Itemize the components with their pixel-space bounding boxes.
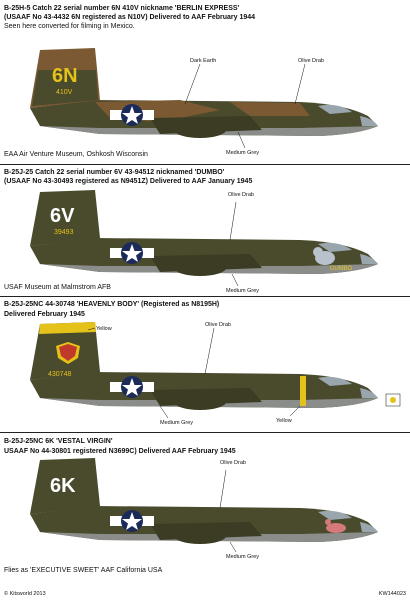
callout-yellow: Yellow: [96, 326, 112, 332]
panel-1-note: EAA Air Venture Museum, Oshkosh Wisconsin: [4, 151, 148, 158]
divider: [0, 432, 410, 433]
aircraft-profile-berlin-express: [0, 30, 410, 150]
callout-olive-drab: Olive Drab: [205, 322, 231, 328]
panel-2-line-1: B-25J-25 Catch 22 serial number 6V 43-94512 nicknamed 'DUMBO': [4, 169, 225, 176]
tail-serial: 39493: [54, 229, 74, 236]
panel-3-line-2: Delivered February 1945: [4, 311, 85, 318]
callout-medium-grey: Medium Grey: [226, 288, 260, 294]
panel-1-line-3: Seen here converted for filming in Mexico.: [4, 23, 135, 30]
callout-olive-drab: Olive Drab: [220, 460, 246, 466]
nose-art-name: DUMBO: [330, 266, 353, 272]
panel-4-line-2: USAAF No 44-30801 registered N3699C) Delivered AAF February 1945: [4, 448, 236, 455]
tail-code: 6K: [50, 475, 76, 497]
panel-4-note: Flies as 'EXECUTIVE SWEET' AAF California USA: [4, 567, 163, 574]
aircraft-profile-dumbo: [0, 188, 410, 292]
aircraft-profile-vestal-virgin: [0, 456, 410, 560]
callout-yellow: Yellow: [276, 418, 292, 424]
panel-2-line-2: (USAAF No 43-30493 registered as N9451Z) Delivered to AAF January 1945: [4, 178, 253, 185]
panel-2-note: USAF Museum at Malmstrom AFB: [4, 284, 111, 291]
copyright: © Kitsworld 2013: [4, 591, 46, 597]
tail-serial: 430748: [48, 371, 72, 378]
aircraft-profile-heavenly-body: [0, 318, 410, 428]
callout-olive-drab: Olive Drab: [298, 58, 324, 64]
panel-3-line-1: B-25J-25NC 44-30748 'HEAVENLY BODY' (Registered as N8195H): [4, 301, 220, 308]
divider: [0, 296, 410, 297]
callout-medium-grey: Medium Grey: [226, 554, 260, 560]
divider: [0, 164, 410, 165]
panel-1-line-2: (USAAF No 43-4432 6N registered as N10V) Delivered to AAF February 1944: [4, 14, 256, 21]
sheet-code: KW144023: [378, 591, 406, 597]
callout-medium-grey: Medium Grey: [226, 150, 260, 156]
tail-code: 6V: [50, 205, 75, 227]
panel-1-line-1: B-25H-5 Catch 22 serial number 6N 410V nickname 'BERLIN EXPRESS': [4, 5, 240, 12]
tail-serial: 410V: [56, 89, 73, 96]
callout-olive-drab: Olive Drab: [228, 192, 254, 198]
callout-medium-grey: Medium Grey: [160, 420, 194, 426]
tail-code: 6N: [52, 65, 78, 87]
panel-4-line-1: B-25J-25NC 6K 'VESTAL VIRGIN': [4, 438, 113, 445]
callout-dark-earth: Dark Earth: [190, 58, 217, 64]
